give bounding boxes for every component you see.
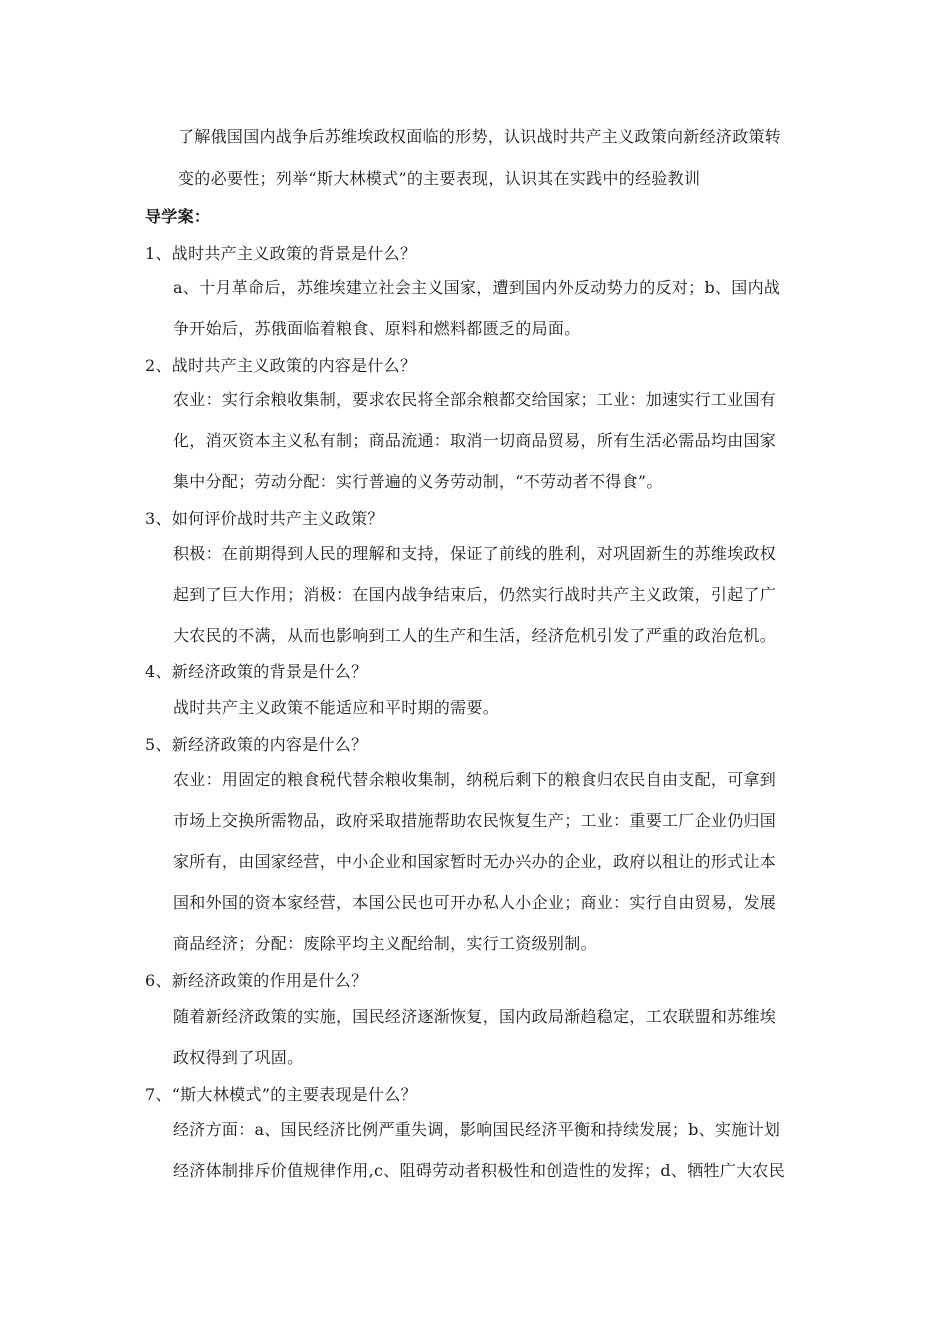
answer-line: 化，消灭资本主义私有制；商品流通：取消一切商品贸易，所有生活必需品均由国家 bbox=[173, 431, 777, 450]
answer-line: 经济体制排斥价值规律作用,c、阻碍劳动者积极性和创造性的发挥；d、牺牲广大农民 bbox=[173, 1161, 785, 1180]
question-title: 1、战时共产主义政策的背景是什么？ bbox=[145, 244, 417, 263]
answer-line: 农业：实行余粮收集制，要求农民将全部余粮都交给国家；工业：加速实行工业国有 bbox=[173, 390, 777, 409]
answer-line: 大农民的不满，从而也影响到工人的生产和生活，经济危机引发了严重的政治危机。 bbox=[173, 626, 777, 645]
answer-line: 随着新经济政策的实施，国民经济逐渐恢复，国内政局渐趋稳定，工农联盟和苏维埃 bbox=[173, 1007, 777, 1026]
answer-line: 战时共产主义政策不能适应和平时期的需要。 bbox=[173, 698, 500, 717]
answer-line: 集中分配；劳动分配：实行普遍的义务劳动制，“不劳动者不得食”。 bbox=[173, 472, 663, 491]
answer-line: 国和外国的资本家经营，本国公民也可开办私人小企业；商业：实行自由贸易，发展 bbox=[173, 893, 777, 912]
question-title: 4、新经济政策的背景是什么？ bbox=[145, 662, 368, 681]
answer-line: 商品经济；分配：废除平均主义配给制，实行工资级别制。 bbox=[173, 934, 597, 953]
answer-line: 政权得到了巩固。 bbox=[173, 1048, 304, 1067]
answer-line: 农业：用固定的粮食税代替余粮收集制，纳税后剩下的粮食归农民自由支配，可拿到 bbox=[173, 770, 777, 789]
intro-line: 变的必要性；列举“斯大林模式”的主要表现，认识其在实践中的经验教训 bbox=[178, 169, 701, 188]
question-title: 6、新经济政策的作用是什么？ bbox=[145, 971, 368, 990]
answer-line: 争开始后，苏俄面临着粮食、原料和燃料都匮乏的局面。 bbox=[173, 319, 581, 338]
question-title: 7、“斯大林模式”的主要表现是什么？ bbox=[145, 1085, 417, 1104]
intro-line: 了解俄国国内战争后苏维埃政权面临的形势，认识战时共产主义政策向新经济政策转 bbox=[178, 127, 782, 146]
guide-heading: 导学案： bbox=[145, 207, 211, 226]
question-title: 5、新经济政策的内容是什么？ bbox=[145, 735, 368, 754]
answer-line: 经济方面：a、国民经济比例严重失调，影响国民经济平衡和持续发展；b、实施计划 bbox=[173, 1120, 781, 1139]
answer-line: 积极：在前期得到人民的理解和支持，保证了前线的胜利，对巩固新生的苏维埃政权 bbox=[173, 544, 777, 563]
answer-line: a、十月革命后，苏维埃建立社会主义国家，遭到国内外反动势力的反对；b、国内战 bbox=[173, 278, 781, 297]
question-title: 3、如何评价战时共产主义政策？ bbox=[145, 509, 384, 528]
answer-line: 市场上交换所需物品，政府采取措施帮助农民恢复生产；工业：重要工厂企业仍归国 bbox=[173, 811, 777, 830]
answer-line: 家所有，由国家经营，中小企业和国家暂时无办兴办的企业，政府以租让的形式让本 bbox=[173, 852, 777, 871]
answer-line: 起到了巨大作用；消极：在国内战争结束后，仍然实行战时共产主义政策，引起了广 bbox=[173, 585, 777, 604]
question-title: 2、战时共产主义政策的内容是什么？ bbox=[145, 356, 417, 375]
